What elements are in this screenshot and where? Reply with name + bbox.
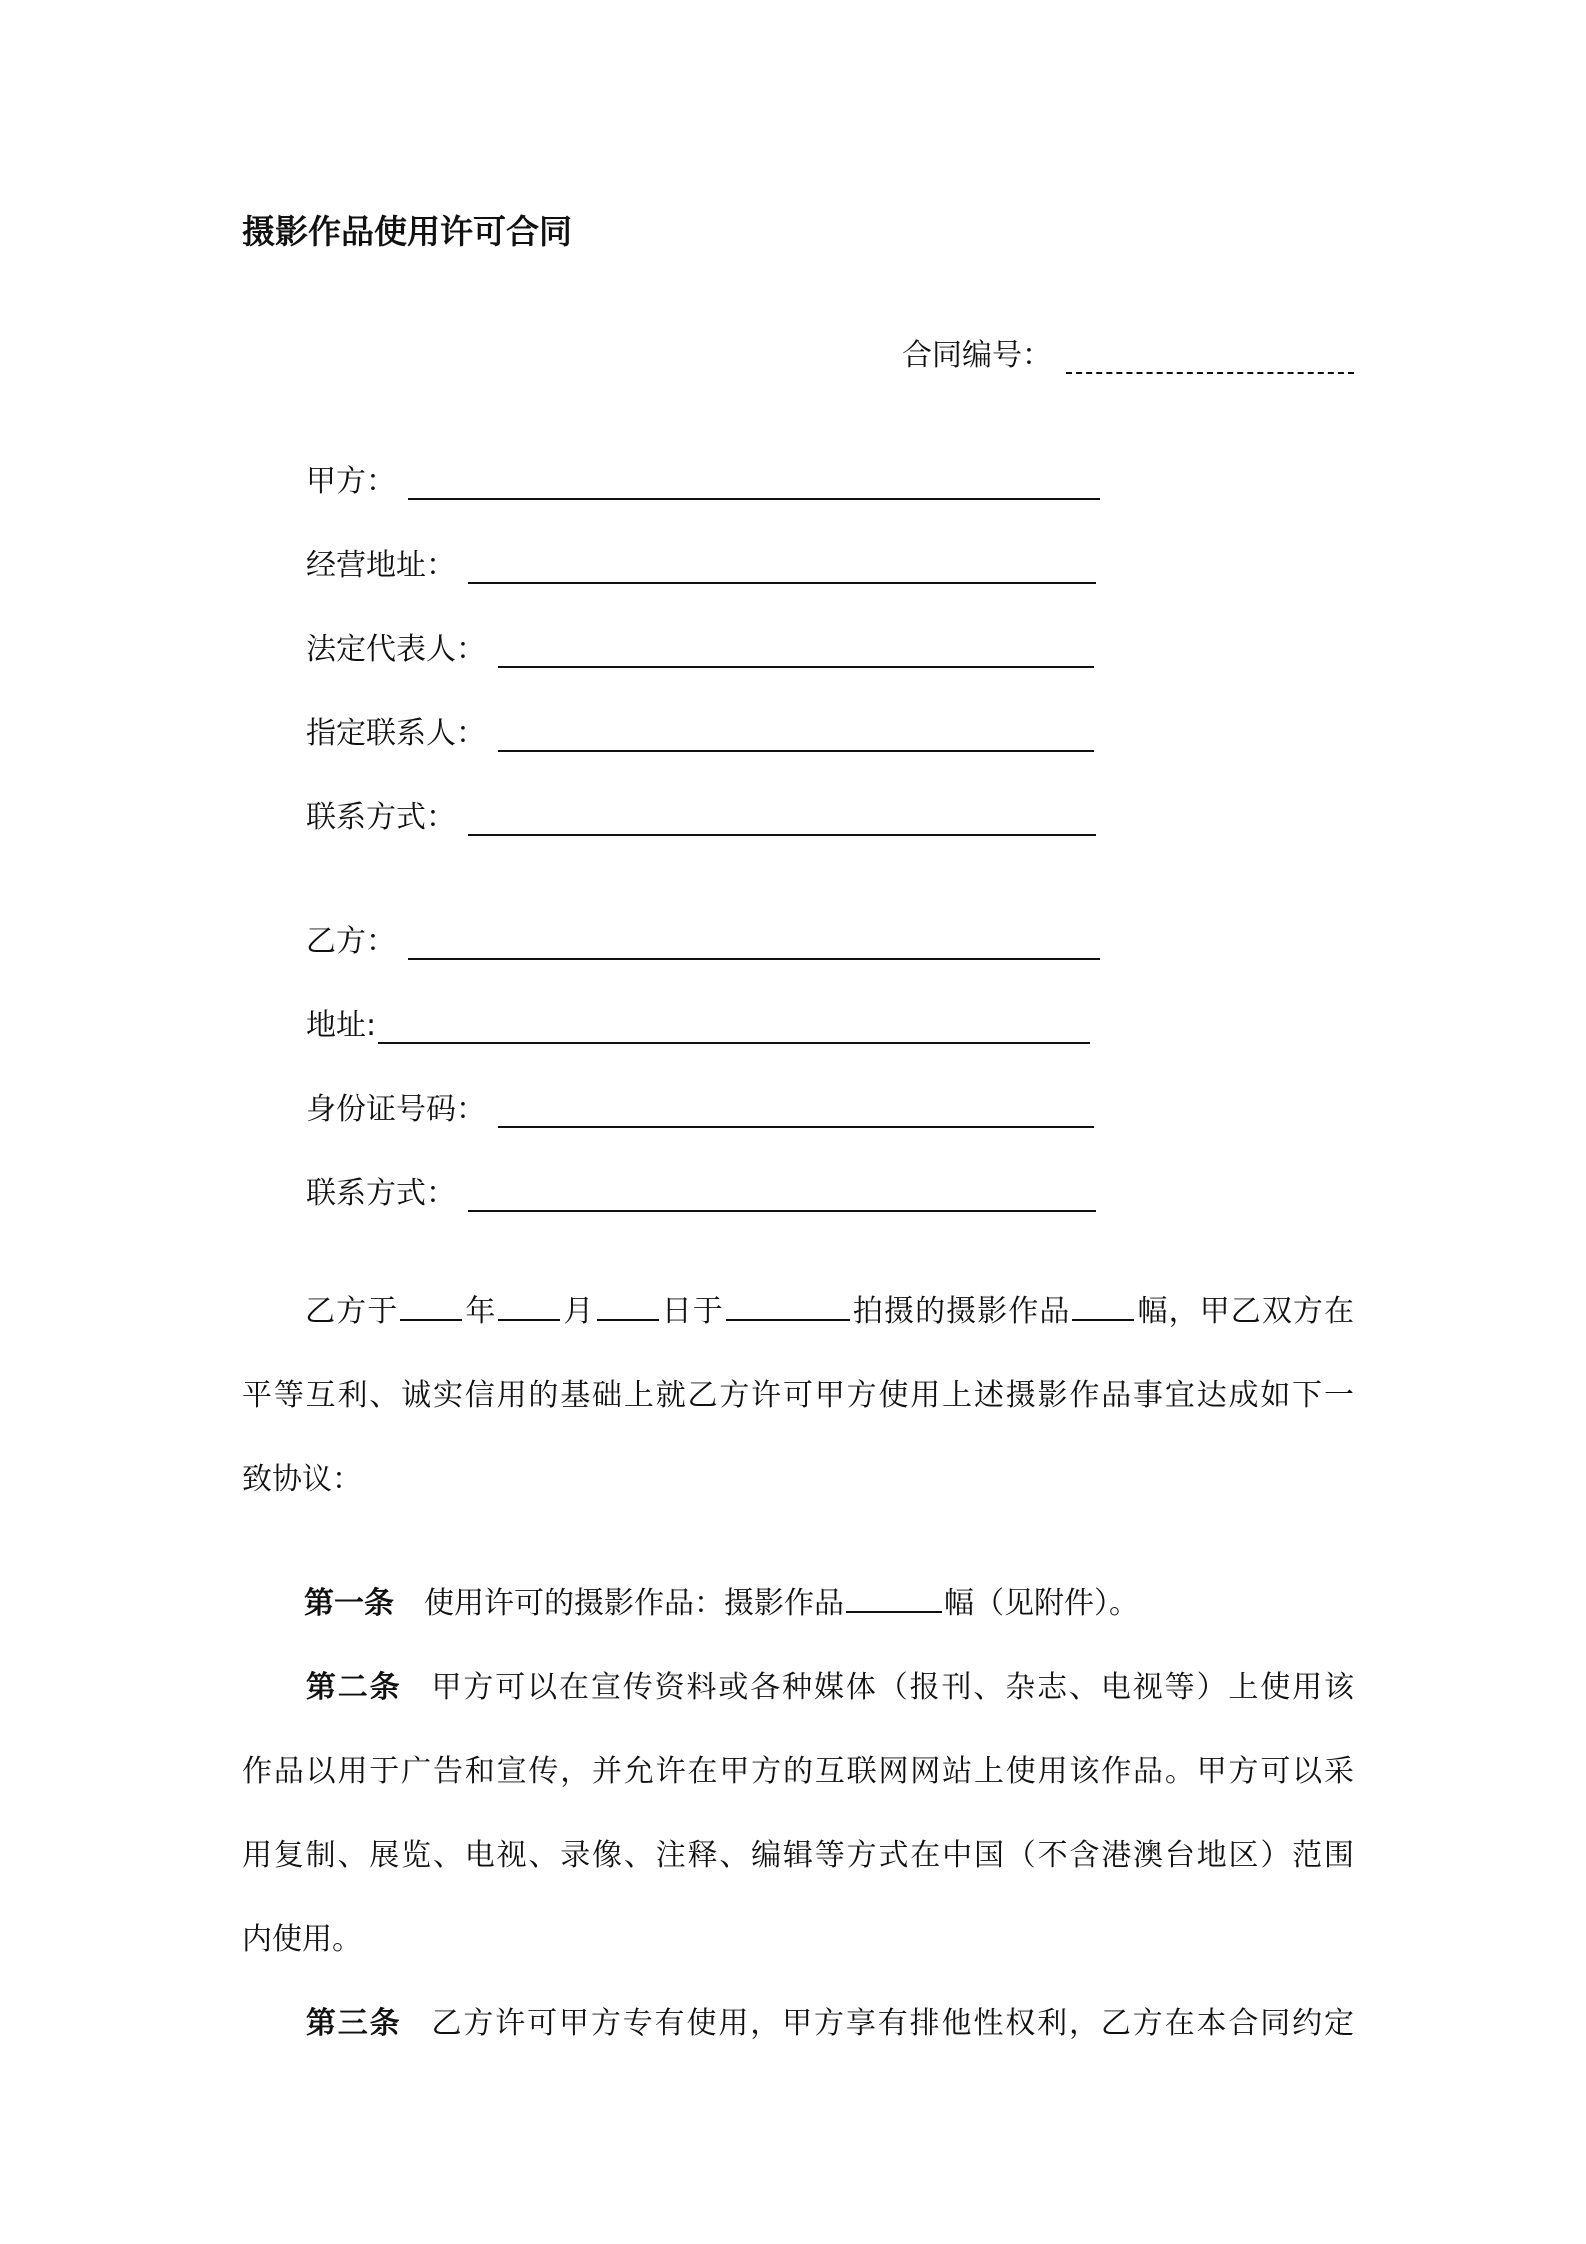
- party-b-name-field: [306, 916, 1100, 960]
- intro-line-1: [242, 1270, 1354, 1354]
- article-3-label: 第三条: [304, 2006, 402, 2041]
- party-a-address-blank[interactable]: [468, 548, 1096, 584]
- contract-number-blank[interactable]: [1066, 342, 1354, 374]
- intro-text: 乙方于: [304, 1294, 399, 1329]
- party-b-id-blank[interactable]: [498, 1092, 1094, 1128]
- intro-line-3: 致协议：: [242, 1462, 362, 1497]
- party-a-contact-blank[interactable]: [468, 800, 1096, 836]
- article-2-label: 第二条: [304, 1670, 402, 1705]
- party-b-contact-field: [306, 1168, 1096, 1212]
- party-a-name-blank[interactable]: [408, 464, 1100, 500]
- article-2-line-2: 作品以用于广告和宣传，并允许在甲方的互联网网站上使用该作品。甲方可以采: [242, 1754, 1354, 1789]
- article-2-line-3: 用复制、展览、电视、录像、注释、编辑等方式在中国（不含港澳台地区）范围: [242, 1838, 1354, 1873]
- day-blank[interactable]: [597, 1291, 659, 1321]
- party-a-contact-person-label: 指定联系人：: [306, 716, 486, 751]
- place-blank[interactable]: [726, 1291, 850, 1321]
- article-3-text: 乙方许可甲方专有使用，甲方享有排他性权利，乙方在本合同约定: [431, 2006, 1354, 2041]
- party-b-contact-blank[interactable]: [468, 1176, 1096, 1212]
- article-1: [242, 1562, 1354, 1646]
- intro-text: 日于: [660, 1294, 724, 1329]
- contract-number-label: 合同编号：: [902, 338, 1052, 373]
- intro-text: 年: [464, 1294, 497, 1329]
- party-a-legal-rep-field: [306, 624, 1094, 668]
- party-a-legal-rep-blank[interactable]: [498, 632, 1094, 668]
- party-b-name-blank[interactable]: [408, 924, 1100, 960]
- party-b-address-blank[interactable]: [378, 1008, 1090, 1044]
- intro-line-2: 平等互利、诚实信用的基础上就乙方许可甲方使用上述摄影作品事宜达成如下一: [242, 1378, 1354, 1413]
- article-2-line-4: 内使用。: [242, 1922, 362, 1957]
- party-b-address-field: [306, 1000, 1090, 1044]
- intro-text: 月: [562, 1294, 595, 1329]
- article-3-line-1: [242, 1982, 1354, 2066]
- count-blank[interactable]: [1072, 1291, 1134, 1321]
- party-b-id-field: [306, 1084, 1094, 1128]
- document-title: 摄影作品使用许可合同: [242, 212, 572, 251]
- party-a-address-field: [306, 540, 1096, 584]
- party-a-contact-person-blank[interactable]: [498, 716, 1094, 752]
- party-b-id-label: 身份证号码：: [306, 1092, 486, 1127]
- article-1-count-blank[interactable]: [846, 1583, 942, 1613]
- article-1-text-a: 使用许可的摄影作品：摄影作品: [424, 1586, 844, 1621]
- party-a-contact-label: 联系方式：: [306, 800, 456, 835]
- party-a-address-label: 经营地址：: [306, 548, 456, 583]
- party-a-legal-rep-label: 法定代表人：: [306, 632, 486, 667]
- intro-text: 拍摄的摄影作品: [851, 1294, 1071, 1329]
- party-a-contact-field: [306, 792, 1096, 836]
- intro-text: 幅，甲乙双方在: [1136, 1294, 1355, 1329]
- article-1-label: 第一条: [304, 1586, 394, 1621]
- month-blank[interactable]: [498, 1291, 560, 1321]
- intro-paragraph: [242, 1270, 1354, 1522]
- article-1-text-b: 幅（见附件）。: [944, 1586, 1139, 1621]
- article-3: [242, 1982, 1354, 2066]
- article-2: [242, 1646, 1354, 1982]
- party-a-name-field: [306, 456, 1100, 500]
- party-a-name-label: 甲方：: [306, 464, 396, 499]
- party-b-address-label: 地址:: [306, 1008, 377, 1043]
- contract-number: [902, 330, 1354, 374]
- party-a-contact-person-field: [306, 708, 1094, 752]
- article-2-text: 甲方可以在宣传资料或各种媒体（报刊、杂志、电视等）上使用该: [431, 1670, 1354, 1705]
- party-b-contact-label: 联系方式：: [306, 1176, 456, 1211]
- article-2-line-1: [242, 1646, 1354, 1730]
- party-b-name-label: 乙方：: [306, 924, 396, 959]
- year-blank[interactable]: [400, 1291, 462, 1321]
